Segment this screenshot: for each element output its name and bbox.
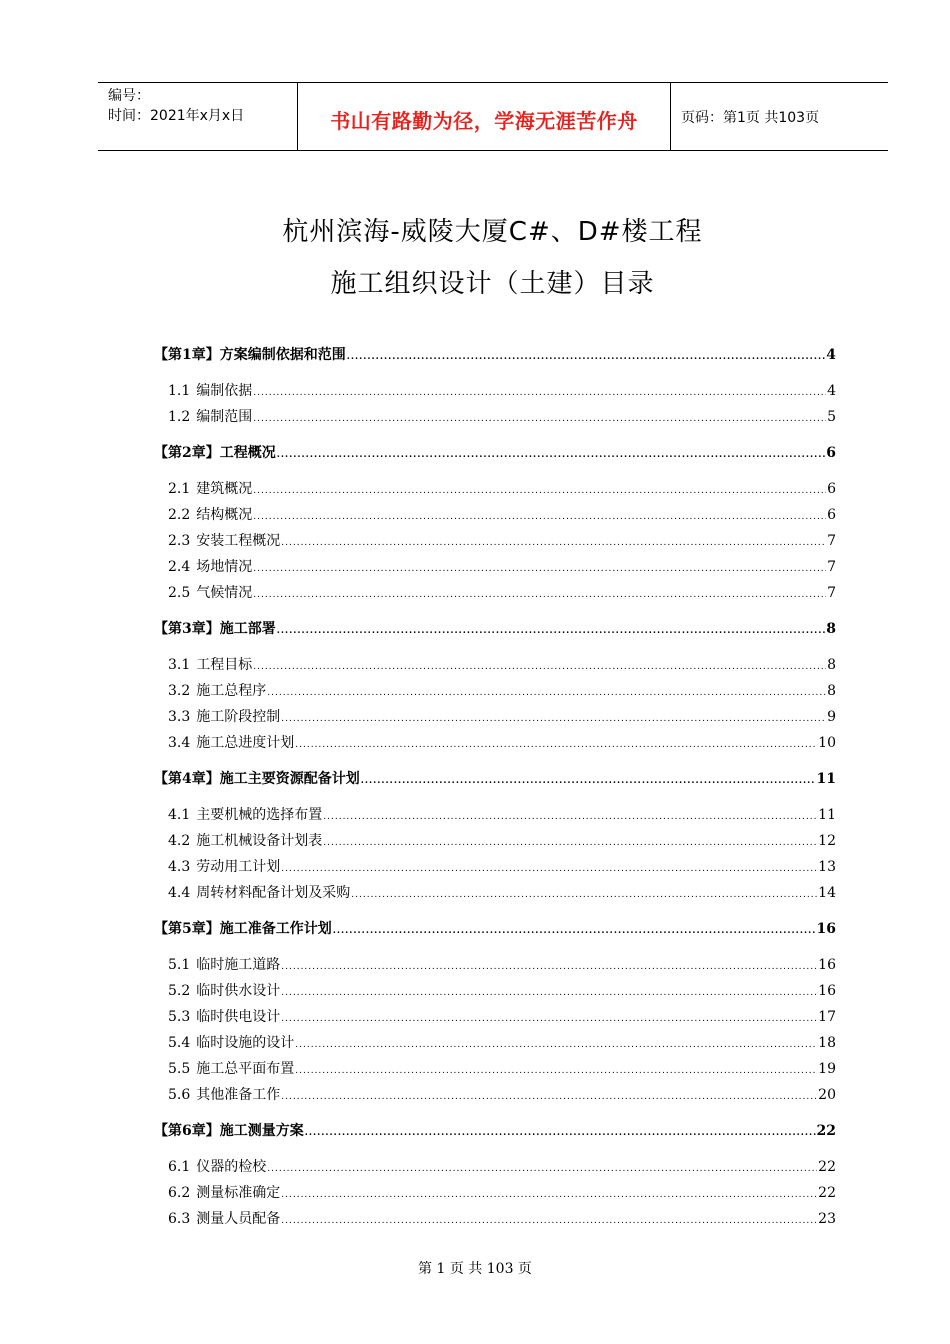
toc-label: 建筑概况 [196, 481, 253, 497]
toc-number: 4.3 [168, 859, 191, 875]
toc-page-number: 18 [818, 1035, 836, 1051]
toc-page-number: 4 [826, 347, 836, 363]
toc-label: 场地情况 [196, 559, 253, 575]
toc-label: 施工总程序 [196, 683, 267, 699]
toc-page-number: 20 [818, 1087, 836, 1103]
toc-label: 气候情况 [196, 585, 253, 601]
toc-leader-dots [361, 774, 816, 788]
toc-number: 4.1 [168, 807, 191, 823]
toc-page-number: 7 [827, 533, 836, 549]
toc-leader-dots [347, 350, 826, 364]
toc-page-number: 6 [827, 481, 836, 497]
toc-page-number: 7 [827, 559, 836, 575]
toc-label: 临时供电设计 [196, 1009, 281, 1025]
toc-section-row[interactable] [154, 706, 836, 726]
toc-page-number: 6 [827, 507, 836, 523]
toc-number: 【第6章】 [154, 1123, 220, 1139]
document-subtitle: 施工组织设计（土建）目录 [330, 269, 655, 299]
toc-label: 主要机械的选择布置 [196, 807, 323, 823]
toc-page-number: 10 [818, 735, 836, 751]
toc-label: 工程目标 [196, 657, 253, 673]
page-info: 页码：第1页 共103页 [681, 110, 820, 126]
toc-number: 2.2 [168, 507, 191, 523]
toc-section-row[interactable] [154, 830, 836, 850]
header-motto-cell [298, 83, 671, 150]
toc-page-number: 16 [816, 921, 836, 937]
toc-number: 2.4 [168, 559, 191, 575]
toc-leader-dots [253, 412, 826, 426]
document-title: 杭州滨海-威陵大厦C#、D#楼工程 [282, 217, 703, 247]
toc-page-number: 17 [818, 1009, 836, 1025]
toc-page-number: 16 [818, 957, 836, 973]
toc-chapter-row[interactable] [154, 768, 836, 788]
toc-leader-dots [253, 510, 826, 524]
toc-number: 5.1 [168, 957, 191, 973]
toc-page-number: 4 [827, 383, 836, 399]
toc-page-number: 8 [826, 621, 836, 637]
toc-page-number: 8 [827, 657, 836, 673]
toc-page-number: 22 [818, 1185, 836, 1201]
toc-section-row[interactable] [154, 1032, 836, 1052]
toc-page-number: 23 [818, 1211, 836, 1227]
toc-leader-dots [281, 712, 826, 726]
toc-label: 施工阶段控制 [196, 709, 281, 725]
toc-leader-dots [267, 686, 826, 700]
toc-leader-dots [323, 836, 817, 850]
toc-leader-dots [253, 562, 826, 576]
toc-number: 2.3 [168, 533, 191, 549]
toc-label: 劳动用工计划 [196, 859, 281, 875]
toc-leader-dots [281, 536, 826, 550]
toc-page-number: 11 [818, 807, 836, 823]
toc-number: 5.5 [168, 1061, 191, 1077]
toc-leader-dots [295, 1064, 817, 1078]
toc-label: 编制依据 [196, 383, 253, 399]
toc-chapter-row[interactable] [154, 344, 836, 364]
toc-section-row[interactable] [154, 1084, 836, 1104]
toc-page-number: 6 [826, 445, 836, 461]
time-label: 时间：2021年x月x日 [108, 108, 245, 124]
toc-section-row[interactable] [154, 1182, 836, 1202]
toc-label: 施工部署 [219, 621, 276, 637]
toc-label: 临时施工道路 [196, 957, 281, 973]
toc-section-row[interactable] [154, 654, 836, 674]
toc-page-number: 19 [818, 1061, 836, 1077]
page-footer: 第 1 页 共 103 页 [418, 1261, 532, 1277]
toc-section-row[interactable] [154, 804, 836, 824]
toc-leader-dots [277, 624, 826, 638]
toc-leader-dots [253, 386, 826, 400]
toc-label: 工程概况 [219, 445, 276, 461]
motto: 书山有路勤为径，学海无涯苦作舟 [330, 109, 638, 133]
toc-leader-dots [305, 1126, 816, 1140]
toc-leader-dots [323, 810, 817, 824]
toc-label: 施工测量方案 [219, 1123, 304, 1139]
toc-label: 施工主要资源配备计划 [219, 771, 360, 787]
toc-label: 施工准备工作计划 [219, 921, 332, 937]
header-meta-cell [98, 83, 298, 150]
toc-number: 【第3章】 [154, 621, 220, 637]
toc-section-row[interactable] [154, 1156, 836, 1176]
toc-page-number: 9 [827, 709, 836, 725]
toc-number: 6.1 [168, 1159, 191, 1175]
toc-section-row[interactable] [154, 582, 836, 602]
toc-section-row[interactable] [154, 954, 836, 974]
toc-number: 【第5章】 [154, 921, 220, 937]
toc-section-row[interactable] [154, 1006, 836, 1026]
toc-chapter-row[interactable] [154, 918, 836, 938]
toc-label: 安装工程概况 [196, 533, 281, 549]
toc-page-number: 22 [816, 1123, 836, 1139]
toc-section-row[interactable] [154, 406, 836, 426]
toc-page-number: 14 [818, 885, 836, 901]
toc-leader-dots [295, 1038, 817, 1052]
toc-chapter-row[interactable] [154, 442, 836, 462]
toc-page-number: 11 [816, 771, 836, 787]
toc-section-row[interactable] [154, 504, 836, 524]
toc-number: 2.1 [168, 481, 191, 497]
toc-number: 1.1 [168, 383, 191, 399]
toc-number: 1.2 [168, 409, 191, 425]
toc-number: 5.4 [168, 1035, 191, 1051]
toc-label: 临时设施的设计 [196, 1035, 295, 1051]
toc-page-number: 13 [818, 859, 836, 875]
toc-number: 5.2 [168, 983, 191, 999]
toc-leader-dots [295, 738, 817, 752]
toc-leader-dots [281, 1214, 817, 1228]
toc-leader-dots [281, 960, 817, 974]
toc-leader-dots [281, 1090, 817, 1104]
toc-section-row[interactable] [154, 556, 836, 576]
toc-page-number: 7 [827, 585, 836, 601]
toc-page-number: 8 [827, 683, 836, 699]
toc-label: 测量标准确定 [196, 1185, 281, 1201]
toc-chapter-row[interactable] [154, 618, 836, 638]
toc-label: 施工总进度计划 [196, 735, 295, 751]
toc-number: 5.6 [168, 1087, 191, 1103]
toc-number: 3.3 [168, 709, 191, 725]
toc-number: 3.1 [168, 657, 191, 673]
toc-label: 仪器的检校 [196, 1159, 267, 1175]
header-table [98, 82, 888, 151]
toc-leader-dots [333, 924, 816, 938]
toc-number: 6.2 [168, 1185, 191, 1201]
toc-section-row[interactable] [154, 478, 836, 498]
toc-page-number: 12 [818, 833, 836, 849]
toc-number: 5.3 [168, 1009, 191, 1025]
toc-leader-dots [351, 888, 817, 902]
toc-leader-dots [277, 448, 826, 462]
toc-number: 4.4 [168, 885, 191, 901]
toc-number: 4.2 [168, 833, 191, 849]
toc-label: 结构概况 [196, 507, 253, 523]
toc-number: 【第1章】 [154, 347, 220, 363]
toc-label: 周转材料配备计划及采购 [196, 885, 351, 901]
toc-chapter-row[interactable] [154, 1120, 836, 1140]
toc-label: 临时供水设计 [196, 983, 281, 999]
toc-label: 方案编制依据和范围 [219, 347, 346, 363]
toc-page-number: 5 [827, 409, 836, 425]
toc-leader-dots [281, 986, 817, 1000]
toc-number: 2.5 [168, 585, 191, 601]
toc-section-row[interactable] [154, 380, 836, 400]
toc-label: 施工机械设备计划表 [196, 833, 323, 849]
toc-label: 编制范围 [196, 409, 253, 425]
toc-leader-dots [281, 1188, 817, 1202]
toc-page-number: 16 [818, 983, 836, 999]
toc-number: 6.3 [168, 1211, 191, 1227]
toc-section-row[interactable] [154, 856, 836, 876]
number-label: 编号： [108, 88, 150, 104]
toc-section-row[interactable] [154, 980, 836, 1000]
toc-section-row[interactable] [154, 680, 836, 700]
toc-number: 【第2章】 [154, 445, 220, 461]
toc-number: 3.4 [168, 735, 191, 751]
toc-label: 施工总平面布置 [196, 1061, 295, 1077]
toc-section-row[interactable] [154, 1058, 836, 1078]
toc-leader-dots [253, 588, 826, 602]
toc-label: 其他准备工作 [196, 1087, 281, 1103]
header-page-cell [671, 83, 888, 150]
toc-section-row[interactable] [154, 732, 836, 752]
toc-leader-dots [253, 484, 826, 498]
toc-section-row[interactable] [154, 882, 836, 902]
toc-number: 3.2 [168, 683, 191, 699]
toc-leader-dots [253, 660, 826, 674]
toc-label: 测量人员配备 [196, 1211, 281, 1227]
toc-number: 【第4章】 [154, 771, 220, 787]
toc-section-row[interactable] [154, 1208, 836, 1228]
toc-section-row[interactable] [154, 530, 836, 550]
toc-leader-dots [281, 1012, 817, 1026]
toc-leader-dots [281, 862, 817, 876]
toc-page-number: 22 [818, 1159, 836, 1175]
toc-leader-dots [267, 1162, 817, 1176]
